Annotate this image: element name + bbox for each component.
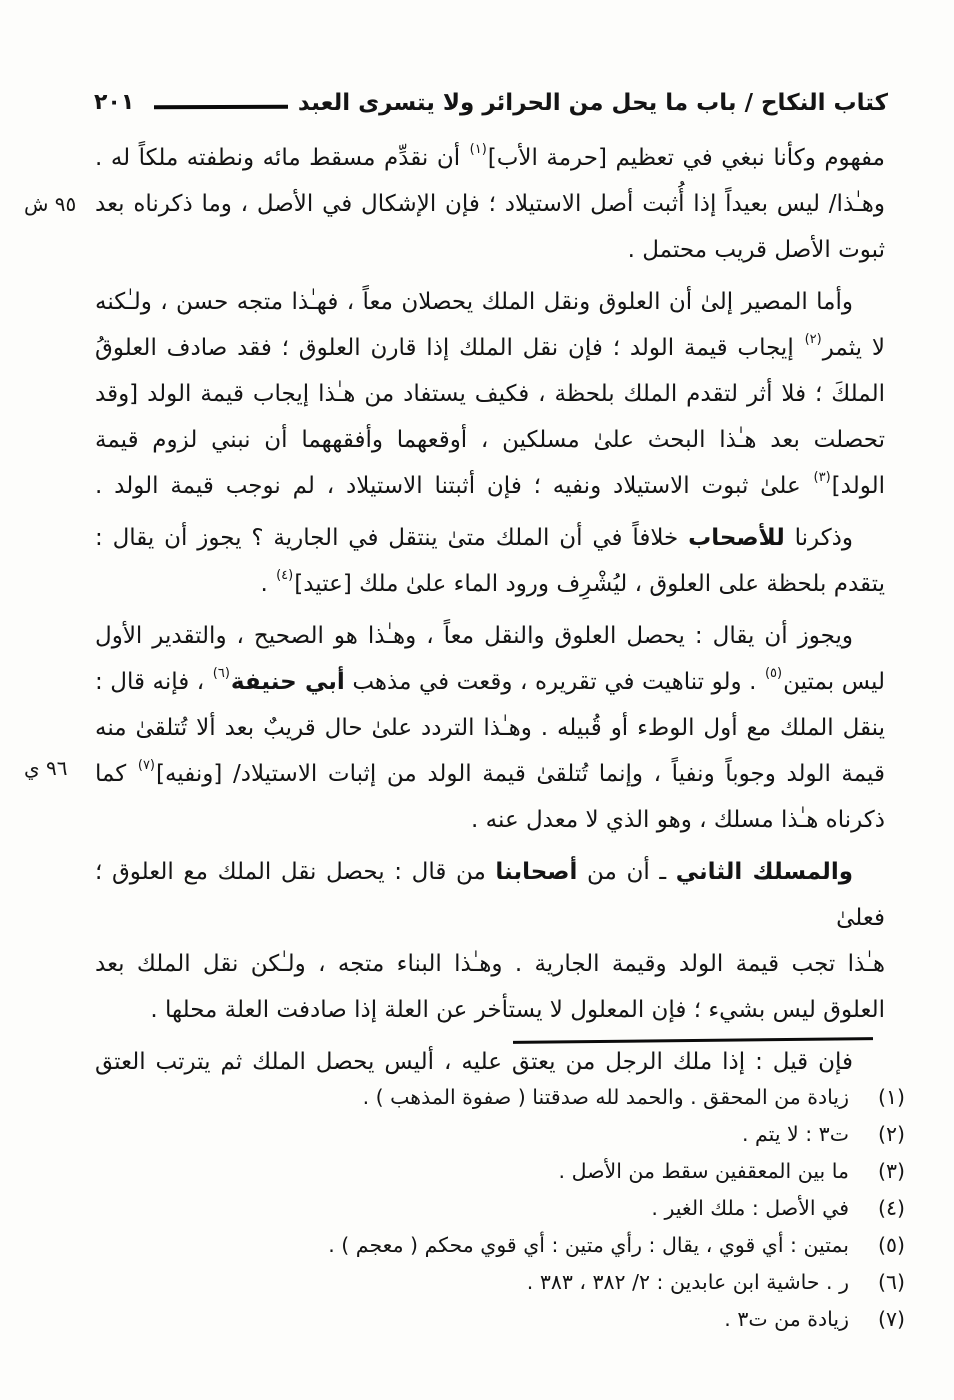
text-line <box>95 417 885 463</box>
footnote-number: (٤) <box>877 1196 905 1220</box>
footnote-text: ر . حاشية ابن عابدين : ٢/ ٣٨٢ ، ٣٨٣ . <box>526 1270 849 1294</box>
text-line <box>95 227 885 273</box>
text-run: قيمة الولد وجوباً ونفياً ، وإنما تُتلقىٰ قيمة الولد من إثبات الاستيلاد/ [ونفيه] <box>156 761 885 787</box>
footnote-ref: (٥) <box>764 666 783 682</box>
footnote-text: بمتين : أي قوي ، يقال : رأي متين : أي قوي محكم ( معجم ) . <box>328 1233 849 1257</box>
emphasized-text: والمسلك الثاني <box>675 859 854 885</box>
footnote-ref: (٤) <box>276 568 294 584</box>
text-run: ينقل الملك مع أول الوطء أو قُبيله . وهـٰذا التردد علىٰ حال قريبٌ بعد ألا تُتلقىٰ منه <box>95 715 885 741</box>
header-rule <box>154 105 288 110</box>
text-run: علىٰ ثبوت الاستيلاد ونفيه ؛ فإن أثبتنا الاستيلاد ، لم نوجب قيمة الولد . <box>95 473 813 499</box>
folio-marker: ٩٦ ي <box>24 756 68 780</box>
text-line <box>95 941 885 987</box>
text-run: فإن قيل : إذا ملك الرجل من يعتق عليه ، أليس يحصل الملك ثم يترتب العتق <box>95 1049 853 1075</box>
text-run: يتقدم بلحظة على العلوق ، ليُشْرِف ورود الماء علىٰ ملك [عتيد] <box>294 571 885 597</box>
footnote-number: (٧) <box>877 1307 905 1331</box>
text-run: من قال : يحصل نقل الملك مع العلوق ؛ فعلىٰ <box>95 859 885 931</box>
footnote-text: ما بين المعقفين سقط من الأصل . <box>558 1159 849 1183</box>
footnotes <box>60 1079 905 1338</box>
text-run: تحصلت بعد هـٰذا البحث علىٰ مسلكين ، أوقعهما وأفقههما أن نبني لزوم قيمة <box>95 427 885 453</box>
footnote <box>60 1301 905 1338</box>
emphasized-text: للأصحاب <box>688 525 785 551</box>
footnote-ref: (٢) <box>804 332 822 348</box>
footnote <box>60 1116 905 1153</box>
footnote-number: (٣) <box>877 1159 905 1183</box>
text-run: لا يثمر <box>822 335 885 361</box>
text-line <box>95 279 885 325</box>
paragraph <box>95 613 885 843</box>
text-run: وأما المصير إلىٰ أن العلوق ونقل الملك يحصلان معاً ، فهـٰذا متجه حسن ، ولـٰكنه <box>95 289 853 315</box>
text-line <box>95 987 885 1033</box>
paragraph <box>95 135 885 273</box>
text-line <box>95 561 885 607</box>
footnote-number: (٥) <box>877 1233 905 1257</box>
text-line <box>95 751 885 797</box>
text-run: خلافاً في أن الملك متىٰ ينتقل في الجارية ؟ يجوز أن يقال : <box>95 525 689 551</box>
paragraph <box>95 515 885 607</box>
text-line <box>95 659 885 705</box>
footnote <box>60 1264 905 1301</box>
text-run: ذكرناه هـٰذا مسلك ، وهو الذي لا معدل عنه . <box>471 807 885 833</box>
text-run: وذكرنا <box>784 525 853 551</box>
text-run: . <box>260 571 276 597</box>
text-run: الولد] <box>831 473 885 499</box>
text-run: ـ أن من <box>577 859 676 885</box>
text-line <box>95 849 885 941</box>
footnote-ref: (١) <box>469 142 487 158</box>
emphasized-text: أصحابنا <box>495 859 578 885</box>
emphasized-text: أبي حنيفة <box>230 669 345 695</box>
footnote-text: زيادة من ت٣ . <box>724 1307 849 1331</box>
text-line <box>95 135 885 181</box>
text-line <box>95 325 885 371</box>
text-run: ويجوز أن يقال : يحصل العلوق والنقل معاً ، وهـٰذا هو الصحيح ، والتقدير الأول <box>95 623 853 649</box>
text-run: أن نقدِّم مسقط مائه ونطفته ملكاً له . <box>95 145 469 171</box>
page-header <box>94 88 888 118</box>
body-text <box>95 135 885 1085</box>
text-run: ثبوت الأصل قريب محتمل . <box>627 237 885 263</box>
footnote <box>60 1190 905 1227</box>
text-run: الملكَ ؛ فلا أثر لتقدم الملك بلحظة ، فكيف يستفاد من هـٰذا إيجاب قيمة الولد [وقد <box>95 381 885 407</box>
running-head: كتاب النكاح / باب ما يحل من الحرائر ولا يتسرى العبد <box>297 90 888 116</box>
text-line <box>95 515 885 561</box>
text-line <box>95 181 885 227</box>
paragraph <box>95 279 885 509</box>
folio-marker: ٩٥ ش <box>24 192 77 216</box>
text-run: كما <box>95 761 137 787</box>
text-run: العلوق ليس بشيء ؛ فإن المعلول لا يستأخر عن العلة إذا صادفت العلة محلها . <box>150 997 885 1023</box>
text-run: ، فإنه قال : <box>95 669 212 695</box>
footnote-ref: (٣) <box>813 470 831 486</box>
footnote-ref: (٧) <box>137 758 155 774</box>
footnote-text: زيادة من المحقق . والحمد لله صدقتنا ( صفوة المذهب ) . <box>362 1085 849 1109</box>
text-run: إيجاب قيمة الولد ؛ فإن نقل الملك إذا قارن العلوق ؛ فقد صادف العلوقُ <box>95 335 804 361</box>
paragraph <box>95 849 885 1033</box>
text-run: هـٰذا تجب قيمة الولد وقيمة الجارية . وهـٰذا البناء متجه ، ولـٰكن نقل الملك بعد <box>95 951 885 977</box>
text-line <box>95 705 885 751</box>
footnote <box>60 1227 905 1264</box>
text-line <box>95 797 885 843</box>
text-run: . ولو تناهيت في تقريره ، وقعت في مذهب <box>344 669 764 695</box>
text-run: مفهوم وكأنا نبغي في تعظيم [حرمة الأب] <box>487 145 885 171</box>
footnote-number: (١) <box>877 1085 905 1109</box>
footnote-ref: (٦) <box>212 666 230 682</box>
footnote-number: (٦) <box>877 1270 905 1294</box>
footnote-text: ت٣ : لا يتم . <box>741 1122 849 1146</box>
footnote-text: في الأصل : ملك الغير . <box>651 1196 849 1220</box>
text-run: وهـٰذا/ ليس بعيداً إذا أُثبت أصل الاستيلاد ؛ فإن الإشكال في الأصل ، وما ذكرناه بعد <box>95 191 885 217</box>
text-run: ليس بمتين <box>783 669 886 695</box>
page-number: ٢٠١ <box>94 90 135 115</box>
text-line <box>95 463 885 509</box>
text-line <box>95 613 885 659</box>
footnote <box>60 1079 905 1116</box>
footnote-number: (٢) <box>877 1122 905 1146</box>
text-line <box>95 371 885 417</box>
footnote <box>60 1153 905 1190</box>
